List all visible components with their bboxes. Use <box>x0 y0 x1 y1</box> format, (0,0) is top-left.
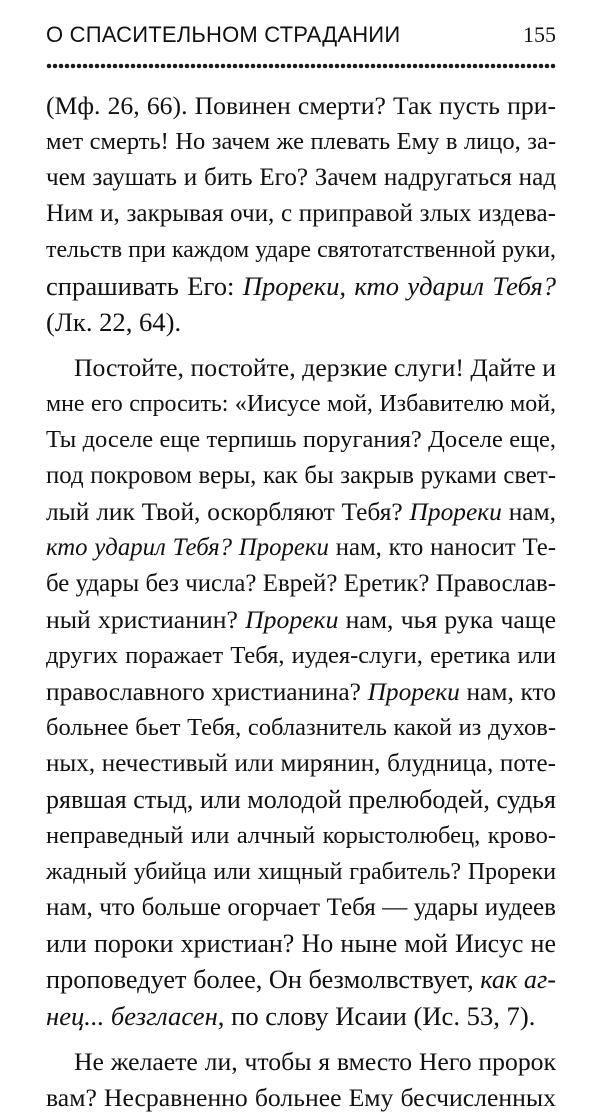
text-run: (Мф. 26, 66). Повинен смерти? Так пусть при- <box>46 91 556 120</box>
text-run: Не желаете ли, чтобы я вместо Него пророк <box>74 1047 556 1076</box>
page-number: 155 <box>523 22 556 47</box>
text-line <box>46 494 556 530</box>
text-line <box>46 386 556 422</box>
text-run: рявшая стыд, или молодой прелюбодей, судья <box>46 785 556 814</box>
text-line <box>46 1080 556 1116</box>
text-run: нам, чья рука чаще <box>338 605 556 634</box>
text-line <box>46 746 556 782</box>
text-line <box>46 232 556 268</box>
text-run: бе удары без числа? Еврей? Еретик? Православ- <box>46 570 556 597</box>
italic-run: Прореки <box>245 605 339 634</box>
text-run: под покровом веры, как бы закрыв руками свет- <box>46 462 556 489</box>
text-run: лый лик Твой, оскорбляют Тебя? <box>46 498 410 526</box>
text-run: , по слову Исаии (Ис. 53, 7). <box>217 1001 536 1031</box>
text-line <box>46 458 556 494</box>
text-line <box>46 674 556 710</box>
italic-run: нец... безгласен <box>46 1001 218 1031</box>
text-run: (Лк. 22, 64). <box>46 307 182 337</box>
text-run: Ним и, закрывая очи, с приправой злых издева- <box>46 200 556 227</box>
text-line <box>46 124 556 160</box>
text-line <box>46 602 556 638</box>
text-run: спрашивать Его: <box>46 271 243 301</box>
text-run: больнее бьет Тебя, соблазнитель какой из духов- <box>46 714 556 741</box>
text-run: тельств при каждом ударе святотатственной руки, <box>46 237 556 263</box>
text-run: Ты доселе еще терпишь поругания? Доселе еще, <box>46 426 556 453</box>
text-line <box>46 638 556 674</box>
text-line <box>46 566 556 602</box>
text-run: мне его спросить: «Иисусе мой, Избавителю мой, <box>46 391 556 417</box>
body-text <box>46 88 556 1116</box>
text-line <box>46 782 556 818</box>
text-run: проповедует более, Он безмолвствует, <box>46 965 481 994</box>
italic-run: кто ударил Тебя? Прореки <box>46 534 329 561</box>
text-line <box>46 350 556 386</box>
text-line <box>46 160 556 196</box>
text-line <box>46 196 556 232</box>
text-line <box>46 304 556 340</box>
text-run: ный христианин? <box>46 605 246 634</box>
text-run: чем заушать и бить Его? Зачем надругаться над <box>46 164 556 191</box>
chapter-title: О СПАСИТЕЛЬНОМ СТРАДАНИИ <box>46 22 401 47</box>
text-line <box>46 530 556 566</box>
text-line <box>46 1044 556 1080</box>
text-line <box>46 818 556 854</box>
text-line <box>46 998 556 1034</box>
text-line <box>46 890 556 926</box>
text-run: Постойте, постойте, дерзкие слуги! Дайте и <box>74 353 556 382</box>
running-header <box>46 22 556 52</box>
text-run: ных, нечестивый или мирянин, блудница, поте- <box>46 750 556 777</box>
text-run: нам, <box>501 498 556 526</box>
text-run: нам, кто <box>459 678 556 706</box>
text-line <box>46 962 556 998</box>
text-line <box>46 926 556 962</box>
italic-run: Прореки <box>409 498 502 526</box>
dotted-rule <box>46 62 556 70</box>
text-run: нам, что больше огорчает Тебя — удары иудеев <box>46 894 556 921</box>
italic-run: как аг- <box>480 965 557 994</box>
text-line <box>46 268 556 304</box>
italic-run: Прореки, кто ударил Тебя? <box>242 271 557 301</box>
text-line <box>46 88 556 124</box>
text-run: или пороки христиан? Но ныне мой Иисус не <box>46 929 556 958</box>
text-line <box>46 854 556 890</box>
text-run: православного христианина? <box>46 678 368 706</box>
text-run: нам, кто наносит Те- <box>328 534 557 561</box>
text-run: вам? Несравненно больнее Ему бесчисленных <box>46 1083 556 1112</box>
text-line <box>46 710 556 746</box>
text-run: мет смерть! Но зачем же плевать Ему в лицо, за- <box>46 128 556 155</box>
text-run: неправедный или алчный корыстолюбец, крово- <box>46 822 556 849</box>
text-run: других поражает Тебя, иудея-слуги, еретика или <box>46 642 556 669</box>
text-run: жадный убийца или хищный грабитель? Прореки <box>46 859 556 885</box>
italic-run: Прореки <box>367 678 460 706</box>
text-line <box>46 422 556 458</box>
